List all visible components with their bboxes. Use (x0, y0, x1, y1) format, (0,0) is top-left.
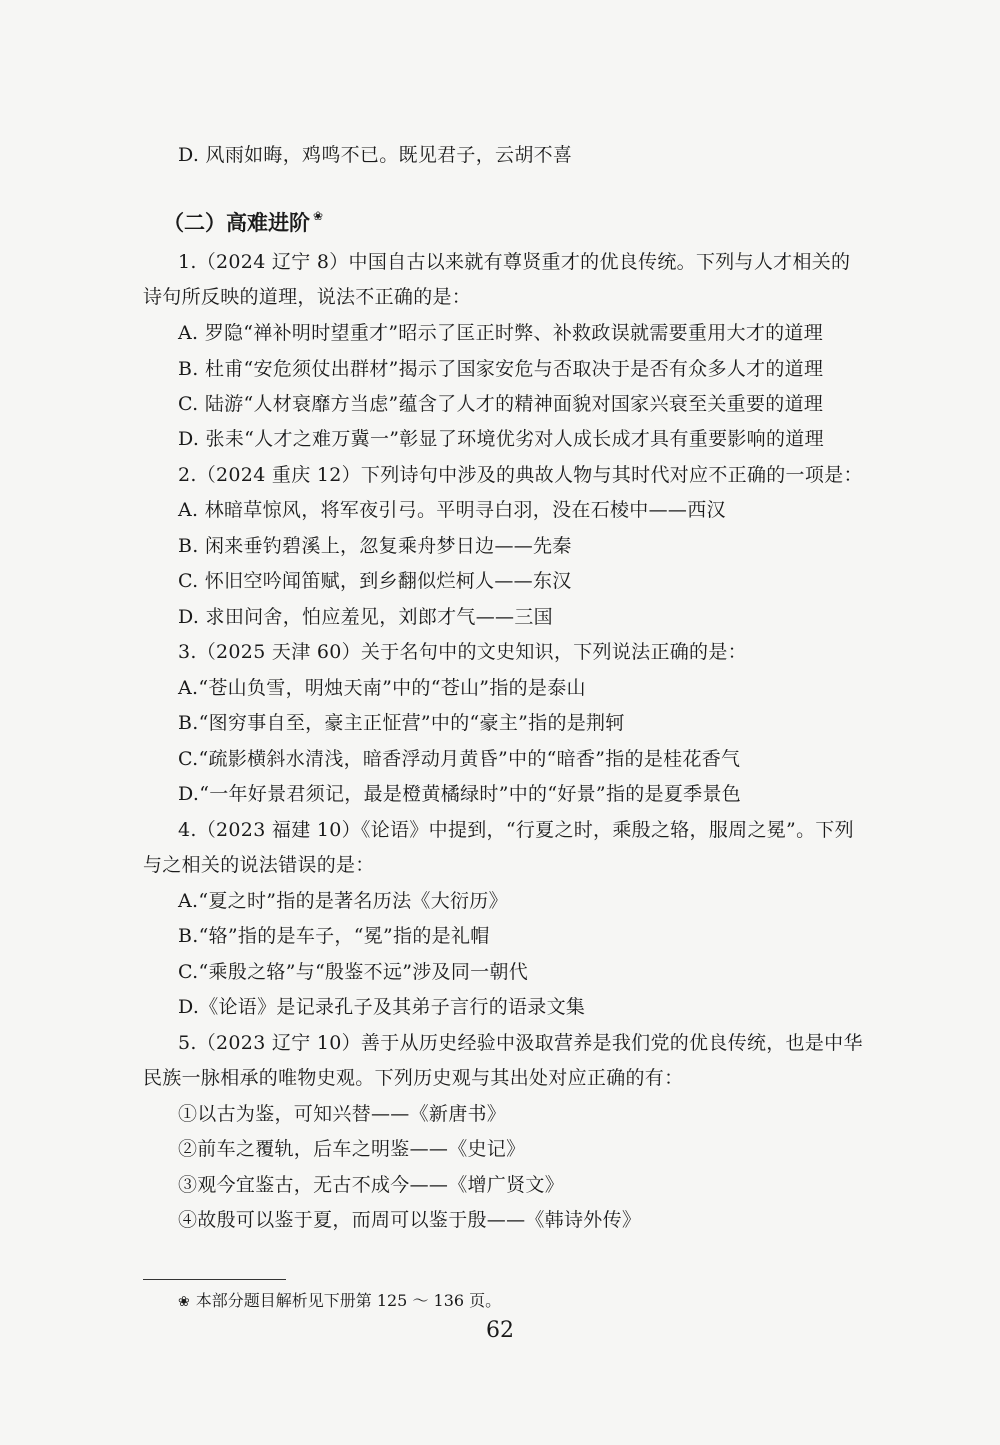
question-4-stem-line-1: 4.（2023 福建 10）《论语》中提到，“行夏之时，乘殷之辂，服周之冕”。下列 (178, 819, 854, 841)
question-1-option-c: C. 陆游“人材衰靡方当虑”蕴含了人才的精神面貌对国家兴衰至关重要的道理 (178, 393, 824, 415)
question-2-option-a: A. 林暗草惊风，将军夜引弓。平明寻白羽，没在石棱中——西汉 (178, 499, 726, 521)
question-4-option-c: C.“乘殷之辂”与“殷鉴不远”涉及同一朝代 (178, 961, 529, 983)
question-5-item-1: ①以古为鉴，可知兴替——《新唐书》 (178, 1103, 507, 1125)
section-title: （二）高难进阶 (163, 211, 310, 235)
question-1-stem-line-2: 诗句所反映的道理，说法不正确的是： (143, 286, 472, 308)
question-1-stem-line-1: 1.（2024 辽宁 8）中国自古以来就有尊贤重才的优良传统。下列与人才相关的 (178, 251, 851, 273)
section-heading (163, 208, 323, 241)
question-3-stem: 3.（2025 天津 60）关于名句中的文史知识，下列说法正确的是： (178, 641, 747, 663)
flower-icon: ❀ (178, 1294, 190, 1310)
question-3-option-b: B.“图穷事自至，豪主正怔营”中的“豪主”指的是荆轲 (178, 712, 625, 734)
page-number: 62 (486, 1318, 514, 1343)
question-4-stem-line-2: 与之相关的说法错误的是： (143, 854, 375, 876)
question-3-option-c: C.“疏影横斜水清浅，暗香浮动月黄昏”中的“暗香”指的是桂花香气 (178, 748, 741, 770)
question-5-item-4: ④故殷可以鉴于夏，而周可以鉴于殷——《韩诗外传》 (178, 1209, 642, 1231)
question-1-option-b: B. 杜甫“安危须仗出群材”揭示了国家安危与否取决于是否有众多人才的道理 (178, 358, 824, 380)
question-3-option-d: D.“一年好景君须记，最是橙黄橘绿时”中的“好景”指的是夏季景色 (178, 783, 742, 805)
footnote-divider (143, 1279, 286, 1280)
flower-icon: ❀ (313, 209, 324, 223)
footnote-text: 本部分题目解析见下册第 125 ～ 136 页。 (195, 1291, 502, 1310)
footnote (178, 1290, 501, 1313)
question-1-option-a: A. 罗隐“禅补明时望重才”昭示了匡正时弊、补救政误就需要重用大才的道理 (178, 322, 824, 344)
question-4-option-b: B.“辂”指的是车子，“冕”指的是礼帽 (178, 925, 490, 947)
top-option-line: D. 风雨如晦，鸡鸣不已。既见君子，云胡不喜 (178, 144, 573, 166)
question-3-option-a: A.“苍山负雪，明烛天南”中的“苍山”指的是泰山 (178, 677, 586, 699)
question-2-option-c: C. 怀旧空吟闻笛赋，到乡翻似烂柯人——东汉 (178, 570, 572, 592)
question-5-item-2: ②前车之覆轨，后车之明鉴——《史记》 (178, 1138, 526, 1160)
question-5-stem-line-1: 5.（2023 辽宁 10）善于从历史经验中汲取营养是我们党的优良传统，也是中华 (178, 1032, 863, 1054)
question-5-item-3: ③观今宜鉴古，无古不成今——《增广贤文》 (178, 1174, 565, 1196)
question-4-option-a: A.“夏之时”指的是著名历法《大衍历》 (178, 890, 508, 912)
question-2-option-d: D. 求田问舍，怕应羞见，刘郎才气——三国 (178, 606, 553, 628)
question-4-option-d: D.《论语》是记录孔子及其弟子言行的语录文集 (178, 996, 586, 1018)
question-5-stem-line-2: 民族一脉相承的唯物史观。下列历史观与其出处对应正确的有： (143, 1067, 684, 1089)
question-1-option-d: D. 张耒“人才之难万冀一”彰显了环境优劣对人成长成才具有重要影响的道理 (178, 428, 824, 450)
question-2-option-b: B. 闲来垂钓碧溪上，忽复乘舟梦日边——先秦 (178, 535, 572, 557)
question-2-stem: 2.（2024 重庆 12）下列诗句中涉及的典故人物与其时代对应不正确的一项是： (178, 464, 863, 486)
